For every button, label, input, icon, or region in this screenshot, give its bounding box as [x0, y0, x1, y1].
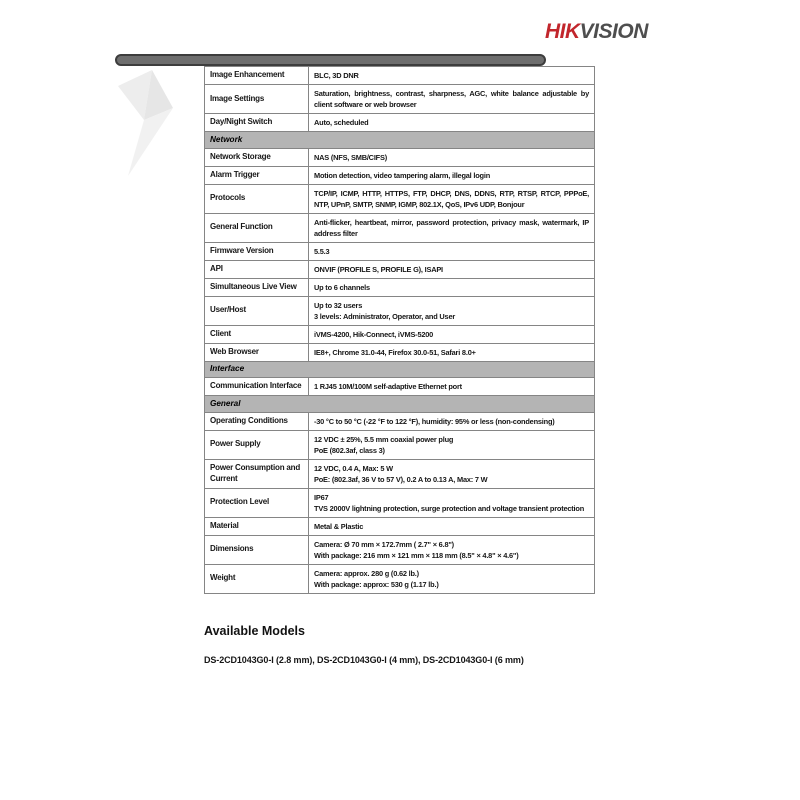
spec-value	[309, 260, 595, 278]
section-header-label: Network	[205, 132, 595, 149]
spec-row	[205, 564, 595, 593]
spec-value	[309, 564, 595, 593]
spec-row	[205, 517, 595, 535]
spec-row	[205, 488, 595, 517]
spec-row	[205, 278, 595, 296]
spec-value	[309, 166, 595, 184]
spec-value-line: 12 VDC ± 25%, 5.5 mm coaxial power plug	[314, 434, 454, 444]
spec-value	[309, 184, 595, 213]
spec-label: Network Storage	[205, 148, 309, 166]
section-row-interface	[205, 361, 595, 378]
spec-value-line: With package: 216 mm × 121 mm × 118 mm (8.5" × 4.8" × 4.6")	[314, 550, 519, 560]
spec-value-line: NAS (NFS, SMB/CIFS)	[314, 152, 387, 162]
spec-value-line: Anti-flicker, heartbeat, mirror, password protection, privacy mask, watermark, IP address filter	[314, 217, 589, 238]
spec-label: Image Enhancement	[205, 67, 309, 85]
spec-label: Dimensions	[205, 535, 309, 564]
spec-value	[309, 325, 595, 343]
spec-row	[205, 412, 595, 430]
spec-label: Communication Interface	[205, 378, 309, 396]
spec-value-line: Auto, scheduled	[314, 118, 369, 127]
spec-value-line: Up to 6 channels	[314, 282, 370, 292]
spec-label: Web Browser	[205, 343, 309, 361]
spec-value-line: PoE (802.3af, class 3)	[314, 445, 385, 455]
spec-row	[205, 184, 595, 213]
header-divider-bar	[115, 54, 546, 66]
spec-value	[309, 67, 595, 85]
spec-value-line: Camera: Ø 70 mm × 172.7mm ( 2.7" × 6.8")	[314, 539, 454, 549]
spec-value-line: Motion detection, video tampering alarm, illegal login	[314, 170, 491, 180]
spec-value	[309, 278, 595, 296]
spec-value-line: 5.5.3	[314, 246, 330, 256]
spec-value-line: Up to 32 users	[314, 300, 363, 310]
spec-row	[205, 213, 595, 242]
section-row-general	[205, 396, 595, 413]
spec-row	[205, 114, 595, 132]
spec-value-line: TVS 2000V lightning protection, surge protection and voltage transient protection	[314, 503, 585, 513]
logo-hik-text: HIK	[545, 20, 580, 43]
section-header-label: General	[205, 396, 595, 413]
spec-value	[309, 343, 595, 361]
spec-row	[205, 535, 595, 564]
spec-row	[205, 85, 595, 114]
spec-label: Material	[205, 517, 309, 535]
spec-value	[309, 85, 595, 114]
spec-value-line: PoE: (802.3af, 36 V to 57 V), 0.2 A to 0.13 A, Max: 7 W	[314, 474, 488, 484]
spec-value	[309, 459, 595, 488]
spec-value-line: -30 °C to 50 °C (-22 °F to 122 °F), humidity: 95% or less (non-condensing)	[314, 416, 555, 426]
spec-value	[309, 148, 595, 166]
spec-row	[205, 325, 595, 343]
spec-row	[205, 296, 595, 325]
spec-table-body	[205, 67, 595, 594]
section-header-label: Interface	[205, 361, 595, 378]
spec-label: Firmware Version	[205, 242, 309, 260]
spec-label: Image Settings	[205, 85, 309, 114]
spec-label: Protection Level	[205, 488, 309, 517]
spec-label: API	[205, 260, 309, 278]
section-row-network	[205, 132, 595, 149]
spec-row	[205, 67, 595, 85]
spec-row	[205, 242, 595, 260]
available-models-title: Available Models	[204, 624, 305, 638]
spec-label: Power Supply	[205, 430, 309, 459]
spec-label: Operating Conditions	[205, 412, 309, 430]
spec-value	[309, 535, 595, 564]
spec-value-line: iVMS-4200, Hik-Connect, iVMS-5200	[314, 329, 434, 339]
spec-value-line: With package: approx: 530 g (1.17 lb.)	[314, 579, 439, 589]
spec-table	[204, 66, 595, 594]
spec-value	[309, 114, 595, 132]
spec-value	[309, 517, 595, 535]
spec-value	[309, 378, 595, 396]
spec-value	[309, 488, 595, 517]
spec-row	[205, 148, 595, 166]
spec-row	[205, 459, 595, 488]
spec-value	[309, 296, 595, 325]
spec-value-line: ONVIF (PROFILE S, PROFILE G), ISAPI	[314, 264, 443, 274]
spec-label: General Function	[205, 213, 309, 242]
spec-label: Protocols	[205, 184, 309, 213]
spec-value-line: IE8+, Chrome 31.0-44, Firefox 30.0-51, Safari 8.0+	[314, 347, 476, 357]
spec-label: User/Host	[205, 296, 309, 325]
spec-value-line: IP67	[314, 492, 329, 502]
spec-row	[205, 260, 595, 278]
spec-value-line: TCP/IP, ICMP, HTTP, HTTPS, FTP, DHCP, DNS, DDNS, RTP, RTSP, RTCP, PPPoE, NTP, UPnP, SMTP, SNMP, IGMP, 802.1X, QoS, IPv6 UDP, Bonjour	[314, 188, 589, 209]
logo-vision-text: VISION	[579, 20, 648, 43]
spec-value-line: Saturation, brightness, contrast, sharpness, AGC, white balance adjustable by client software or web browser	[314, 89, 589, 109]
spec-label: Alarm Trigger	[205, 166, 309, 184]
spec-value-line: BLC, 3D DNR	[314, 71, 359, 80]
spec-value-line: Camera: approx. 280 g (0.62 lb.)	[314, 568, 419, 578]
spec-value-line: 12 VDC, 0.4 A, Max: 5 W	[314, 463, 393, 473]
available-models-list: DS-2CD1043G0-I (2.8 mm), DS-2CD1043G0-I (4 mm), DS-2CD1043G0-I (6 mm)	[204, 655, 524, 665]
spec-value	[309, 430, 595, 459]
spec-label: Power Consumption and Current	[205, 459, 309, 488]
spec-value	[309, 412, 595, 430]
spec-value-line: 3 levels: Administrator, Operator, and User	[314, 311, 456, 321]
spec-row	[205, 166, 595, 184]
spec-label: Client	[205, 325, 309, 343]
watermark-arrow-shape	[110, 68, 190, 178]
spec-row	[205, 343, 595, 361]
spec-value	[309, 213, 595, 242]
spec-row	[205, 378, 595, 396]
spec-label: Day/Night Switch	[205, 114, 309, 132]
spec-value-line: Metal & Plastic	[314, 521, 364, 531]
spec-value	[309, 242, 595, 260]
spec-label: Weight	[205, 564, 309, 593]
spec-label: Simultaneous Live View	[205, 278, 309, 296]
hikvision-logo	[545, 20, 648, 44]
spec-row	[205, 430, 595, 459]
spec-value-line: 1 RJ45 10M/100M self-adaptive Ethernet port	[314, 382, 462, 391]
